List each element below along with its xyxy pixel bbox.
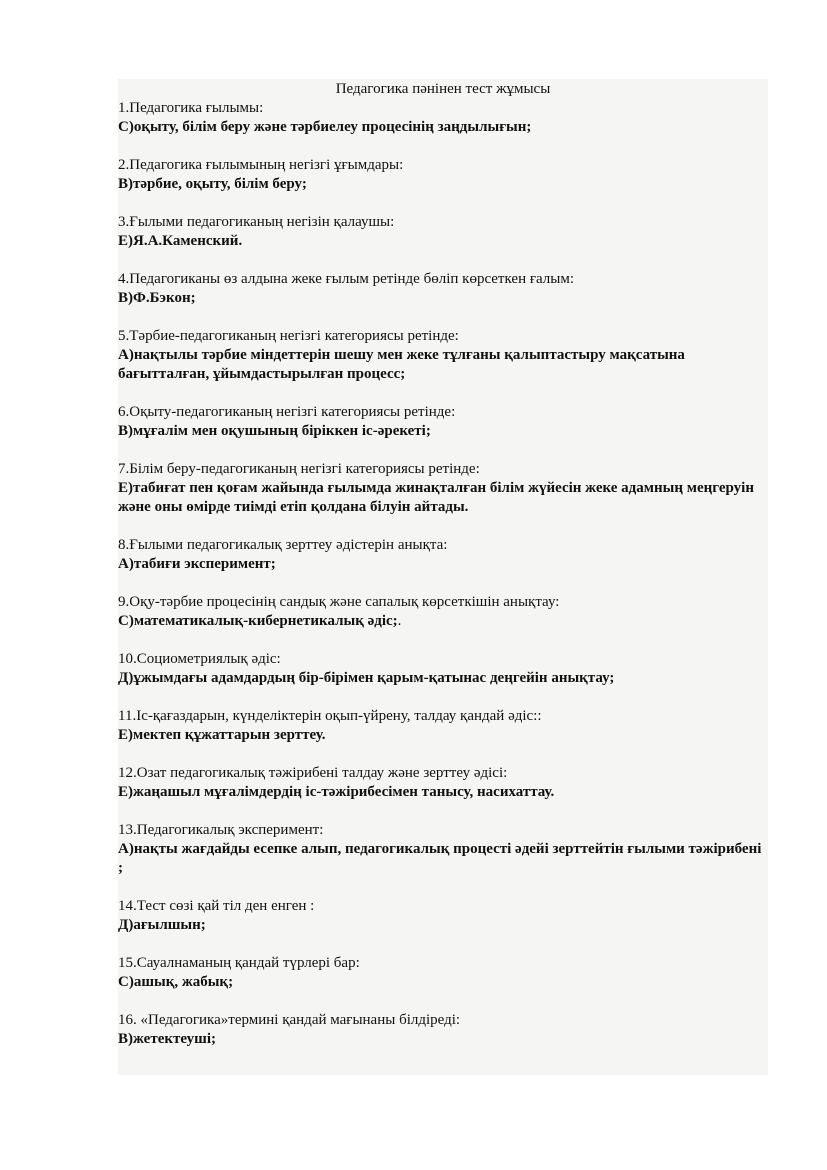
question-text: 8.Ғылыми педагогикалық зерттеу әдістерін анықта: — [118, 537, 448, 553]
answer-value: A)табиғи эксперимент; — [118, 556, 276, 572]
question-text: 11.Іс-қағаздарын, күнделіктерін оқып-үйрену, талдау қандай әдіс:: — [118, 708, 542, 724]
question-item — [118, 270, 768, 308]
question-text: 1.Педагогика ғылымы: — [118, 100, 264, 116]
answer-text — [118, 840, 768, 878]
question-text: 9.Оқу-тәрбие процесінің сандық және сапалық көрсеткішін анықтау: — [118, 594, 560, 610]
question-item — [118, 403, 768, 441]
question-item — [118, 593, 768, 631]
answer-value: E)табиғат пен қоғам жайында ғылымда жинақталған білім жүйесін жеке адамның меңгеруін және оны өмірде тиімді етіп қолдана білуін айтады. — [118, 480, 754, 515]
question-item — [118, 821, 768, 878]
answer-text — [118, 726, 768, 745]
document-title: Педагогика пәнінен тест жұмысы — [335, 81, 551, 97]
answer-value: B)Ф.Бэкон; — [118, 290, 196, 306]
question-item — [118, 954, 768, 992]
answer-value: Д)ағылшын; — [118, 917, 206, 933]
question-item — [118, 327, 768, 384]
answer-value: E)жаңашыл мұғалімдердің іс-тәжірибесімен танысу, насихаттау. — [118, 784, 555, 800]
answer-value: Д)ұжымдағы адамдардың бір-бірімен қарым-қатынас деңгейін анықтау; — [118, 670, 615, 686]
answer-text — [118, 973, 768, 992]
answer-value: C)оқыту, білім беру және тәрбиелеу процесінің заңдылығын; — [118, 119, 532, 135]
document-page — [118, 79, 768, 1075]
answer-suffix: . — [397, 613, 402, 629]
question-text: 13.Педагогикалық эксперимент: — [118, 822, 324, 838]
question-item — [118, 99, 768, 137]
question-text: 2.Педагогика ғылымының негізгі ұғымдары: — [118, 157, 404, 173]
answer-text — [118, 555, 768, 574]
question-text: 3.Ғылыми педагогиканың негізін қалаушы: — [118, 214, 395, 230]
answer-value: C)математикалық-кибернетикалық әдіс; — [118, 613, 398, 629]
answer-text — [118, 669, 768, 688]
answer-text — [118, 916, 768, 935]
question-text: 16. «Педагогика»термині қандай мағынаны білдіреді: — [118, 1012, 461, 1028]
answer-text — [118, 175, 768, 194]
question-item — [118, 1011, 768, 1049]
question-item — [118, 460, 768, 517]
answer-value: A)нақты жағдайды есепке алып, педагогикалық процесті әдейі зерттейтін ғылыми тәжірибені ; — [118, 841, 762, 876]
question-text: 7.Білім беру-педагогиканың негізгі категориясы ретінде: — [118, 461, 480, 477]
question-item — [118, 536, 768, 574]
question-item — [118, 213, 768, 251]
answer-value: C)ашық, жабық; — [118, 974, 234, 990]
question-text: 12.Озат педагогикалық тәжірибені талдау және зерттеу әдісі: — [118, 765, 508, 781]
question-text: 10.Социометриялық әдіс: — [118, 651, 281, 667]
answer-value: B)тәрбие, оқыту, білім беру; — [118, 176, 307, 192]
question-item — [118, 650, 768, 688]
answer-text — [118, 783, 768, 802]
question-item — [118, 897, 768, 935]
answer-text — [118, 1030, 768, 1049]
answer-text — [118, 422, 768, 441]
question-text: 4.Педагогиканы өз алдына жеке ғылым ретінде бөліп көрсеткен ғалым: — [118, 271, 575, 287]
answer-text — [118, 118, 768, 137]
question-item — [118, 707, 768, 745]
answer-text — [118, 289, 768, 308]
question-text: 5.Тәрбие-педагогиканың негізгі категориясы ретінде: — [118, 328, 459, 344]
answer-value: A)нақтылы тәрбие міндеттерін шешу мен жеке тұлғаны қалыптастыру мақсатына бағытталған, ұйымдастырылған процесс; — [118, 347, 685, 382]
answer-value: B)мұғалім мен оқушының біріккен іс-әрекеті; — [118, 423, 431, 439]
question-list — [118, 99, 768, 1049]
answer-text — [118, 232, 768, 251]
answer-value: B)жетектеуші; — [118, 1031, 216, 1047]
question-text: 15.Сауалнаманың қандай түрлері бар: — [118, 955, 360, 971]
answer-text — [118, 346, 768, 384]
answer-text — [118, 612, 768, 631]
answer-text — [118, 479, 768, 517]
question-text: 6.Оқыту-педагогиканың негізгі категориясы ретінде: — [118, 404, 456, 420]
question-item — [118, 764, 768, 802]
answer-value: E)Я.А.Каменский. — [118, 233, 243, 249]
question-text: 14.Тест сөзі қай тіл ден енген : — [118, 898, 315, 914]
answer-value: E)мектеп құжаттарын зерттеу. — [118, 727, 326, 743]
question-item — [118, 156, 768, 194]
